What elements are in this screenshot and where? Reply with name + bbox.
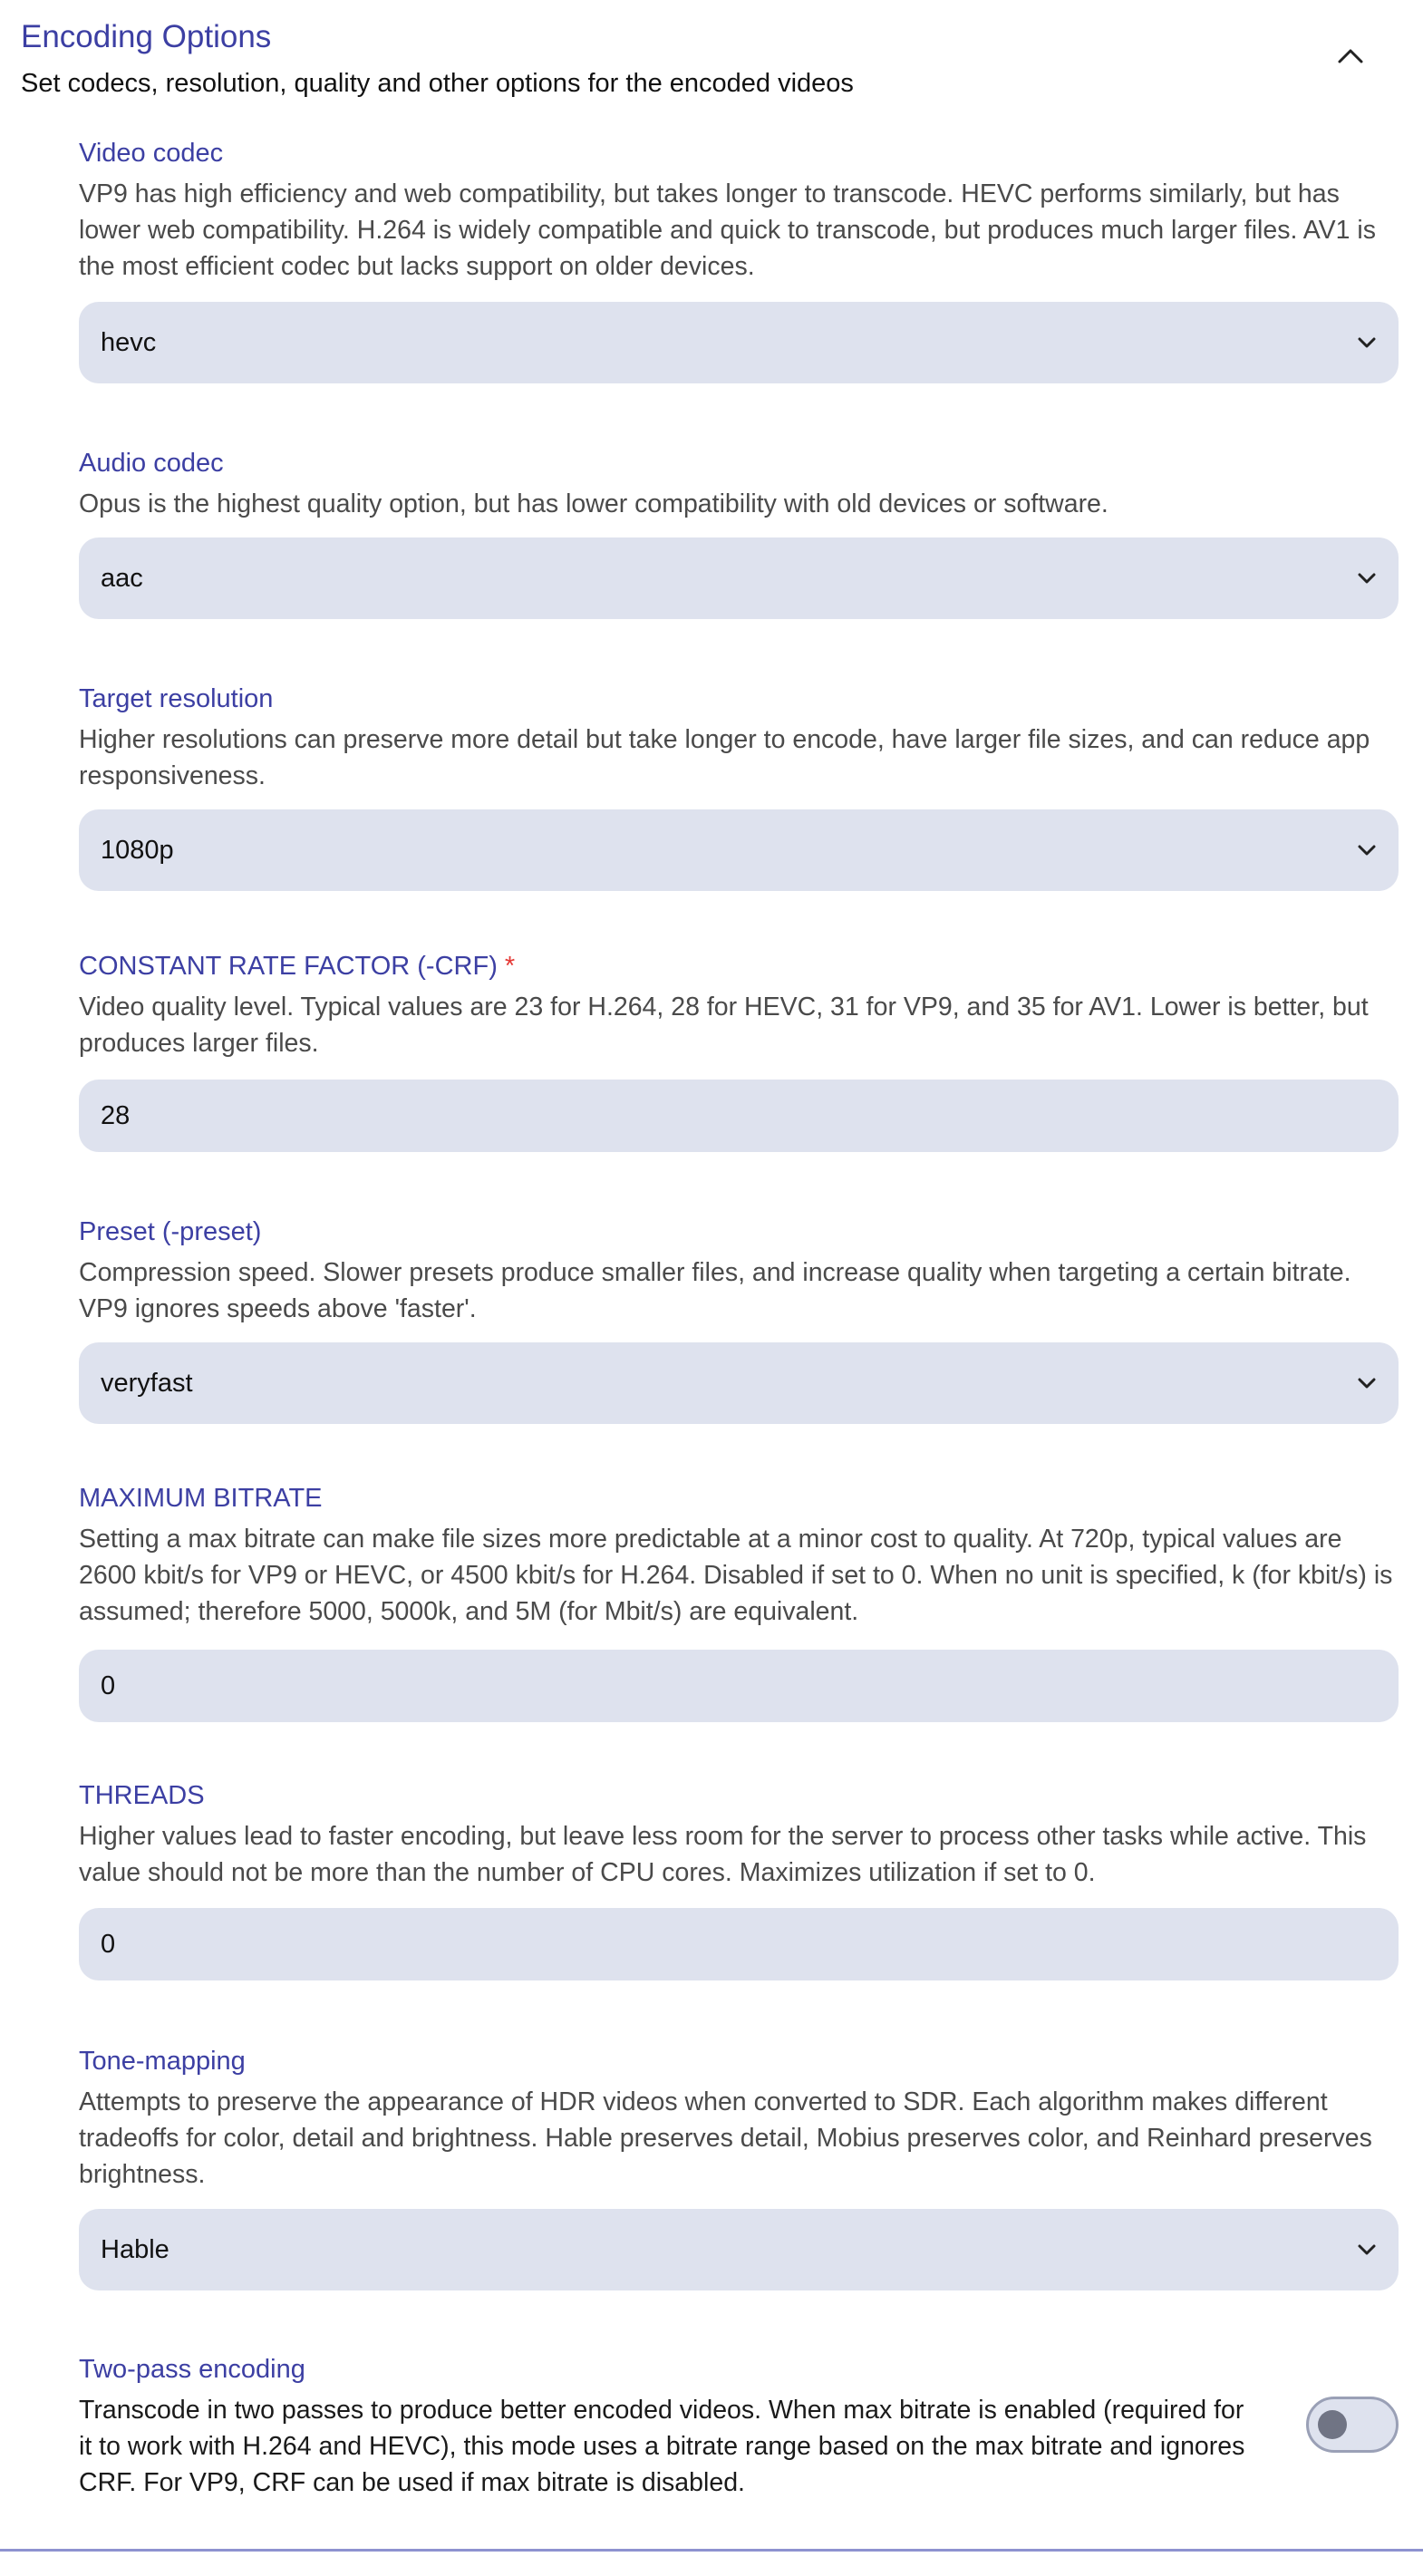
video-codec-title: Video codec	[79, 139, 224, 168]
video-codec-select[interactable]	[79, 302, 1399, 383]
audio-codec-title: Audio codec	[79, 449, 224, 478]
target-resolution-value: 1080p	[101, 835, 174, 865]
preset-setting	[79, 1215, 1399, 1327]
audio-codec-setting	[79, 446, 1399, 522]
chevron-down-icon	[1355, 331, 1379, 354]
preset-select[interactable]	[79, 1342, 1399, 1424]
max-bitrate-setting	[79, 1481, 1399, 1630]
crf-description: Video quality level. Typical values are 23 for H.264, 28 for HEVC, 31 for VP9, and 35 for AV1. Lower is better, but produces larger files.	[79, 993, 1369, 1058]
threads-setting	[79, 1778, 1399, 1891]
crf-title: CONSTANT RATE FACTOR (-CRF) *	[79, 952, 516, 981]
two-pass-toggle[interactable]	[1306, 2397, 1399, 2453]
preset-title: Preset (-preset)	[79, 1217, 262, 1246]
max-bitrate-value: 0	[101, 1671, 116, 1700]
encoding-options-header[interactable]	[0, 0, 1423, 118]
target-resolution-setting	[79, 682, 1399, 794]
section-divider	[0, 2549, 1423, 2552]
video-codec-setting	[79, 136, 1399, 285]
tone-mapping-description: Attempts to preserve the appearance of HDR videos when converted to SDR. Each algorithm makes different tradeoffs for color, detail and brightness. Hable preserves detail, Mobius preserves color, and Reinhard preserves brightness.	[79, 2087, 1372, 2189]
target-resolution-title: Target resolution	[79, 684, 274, 713]
chevron-down-icon	[1355, 567, 1379, 590]
chevron-down-icon	[1355, 1371, 1379, 1395]
two-pass-setting	[79, 2352, 1257, 2501]
threads-value: 0	[101, 1929, 116, 1959]
audio-codec-description: Opus is the highest quality option, but has lower compatibility with old devices or software.	[79, 489, 1108, 518]
two-pass-description: Transcode in two passes to produce better encoded videos. When max bitrate is enabled (required for it to work with H.264 and HEVC), this mode uses a bitrate range based on the max bitrate and ignores CRF. For VP9, CRF can be used if max bitrate is disabled.	[79, 2396, 1245, 2497]
crf-input[interactable]	[79, 1080, 1399, 1152]
tone-mapping-title: Tone-mapping	[79, 2047, 246, 2076]
tone-mapping-setting	[79, 2044, 1399, 2193]
two-pass-title: Two-pass encoding	[79, 2355, 305, 2384]
audio-codec-value: aac	[101, 563, 143, 593]
preset-value: veryfast	[101, 1368, 193, 1398]
audio-codec-select[interactable]	[79, 537, 1399, 619]
target-resolution-description: Higher resolutions can preserve more detail but take longer to encode, have larger file sizes, and can reduce app responsiveness.	[79, 725, 1370, 790]
video-codec-value: hevc	[101, 327, 157, 357]
threads-input[interactable]	[79, 1908, 1399, 1980]
crf-value: 28	[101, 1100, 131, 1130]
section-subtitle: Set codecs, resolution, quality and other options for the encoded videos	[21, 69, 854, 98]
tone-mapping-value: Hable	[101, 2234, 169, 2264]
max-bitrate-input[interactable]	[79, 1650, 1399, 1722]
chevron-down-icon	[1355, 838, 1379, 862]
toggle-knob	[1318, 2410, 1347, 2439]
section-title: Encoding Options	[21, 19, 272, 54]
collapse-button[interactable]	[1331, 38, 1370, 78]
target-resolution-select[interactable]	[79, 809, 1399, 891]
crf-setting	[79, 949, 1399, 1061]
chevron-up-icon	[1337, 47, 1364, 70]
threads-title: THREADS	[79, 1781, 205, 1810]
max-bitrate-title: MAXIMUM BITRATE	[79, 1484, 323, 1513]
video-codec-description: VP9 has high efficiency and web compatibility, but takes longer to transcode. HEVC performs similarly, but has lower web compatibility. H.264 is widely compatible and quick to transcode, but produces much larger files. AV1 is the most efficient codec but lacks support on older devices.	[79, 179, 1376, 281]
preset-description: Compression speed. Slower presets produce smaller files, and increase quality when targeting a certain bitrate. VP9 ignores speeds above 'faster'.	[79, 1258, 1351, 1323]
tone-mapping-select[interactable]	[79, 2209, 1399, 2290]
chevron-down-icon	[1355, 2238, 1379, 2261]
required-indicator: *	[504, 952, 516, 981]
max-bitrate-description: Setting a max bitrate can make file sizes more predictable at a minor cost to quality. At 720p, typical values are 2600 kbit/s for VP9 or HEVC, or 4500 kbit/s for H.264. Disabled if set to 0. When no unit is specified, k (for kbit/s) is assumed; therefore 5000, 5000k, and 5M (for Mbit/s) are equivalent.	[79, 1525, 1393, 1626]
threads-description: Higher values lead to faster encoding, but leave less room for the server to process other tasks while active. This value should not be more than the number of CPU cores. Maximizes utilization if set to 0.	[79, 1822, 1367, 1887]
